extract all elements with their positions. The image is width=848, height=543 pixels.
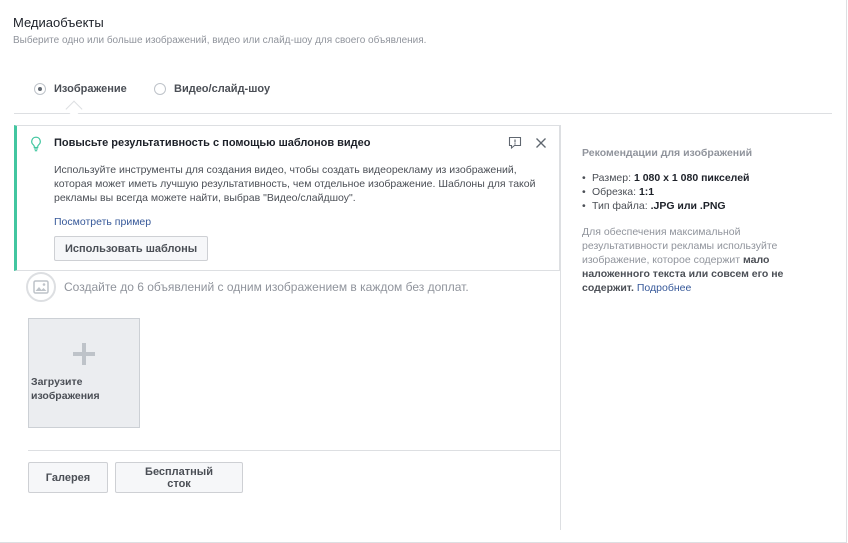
plus-icon xyxy=(71,341,97,367)
tip-actions xyxy=(507,135,549,151)
tab-video-slideshow-label: Видео/слайд-шоу xyxy=(174,83,271,95)
upload-images-tile[interactable] xyxy=(28,318,140,428)
recommendations-note xyxy=(582,225,802,295)
rec-value: 1 080 x 1 080 пикселей xyxy=(633,172,750,184)
recommendations-list xyxy=(582,171,802,213)
list-item: • Обрезка: 1:1 xyxy=(582,186,655,198)
tip-title: Повысьте результативность с помощью шаблонов видео xyxy=(54,137,371,149)
media-editor xyxy=(14,125,561,530)
note-bold-text: мало наложенного текста или совсем его не содержит. xyxy=(582,254,784,294)
close-icon[interactable] xyxy=(533,135,549,151)
gallery-button[interactable]: Галерея xyxy=(28,462,108,493)
rec-value: .JPG или .PNG xyxy=(650,200,726,212)
recommendations-panel xyxy=(582,147,802,295)
active-tab-indicator xyxy=(66,101,83,118)
note-text: Для обеспечения максимальной результативности рекламы используйте изображение, которое содержит xyxy=(582,226,778,266)
tab-video-slideshow[interactable] xyxy=(154,83,270,95)
see-example-link[interactable]: Посмотреть пример xyxy=(54,216,152,228)
use-templates-button[interactable]: Использовать шаблоны xyxy=(54,236,208,261)
section-subtitle: Выберите одно или больше изображений, видео или слайд-шоу для своего объявления. xyxy=(13,35,427,46)
divider xyxy=(28,450,560,451)
feedback-icon[interactable] xyxy=(507,135,523,151)
radio-image[interactable] xyxy=(34,83,46,95)
list-item: • Тип файла: .JPG или .PNG xyxy=(582,200,726,212)
tip-banner xyxy=(14,125,560,271)
info-row xyxy=(26,272,469,302)
info-text: Создайте до 6 объявлений с одним изображением в каждом без доплат. xyxy=(64,280,469,294)
free-stock-button[interactable]: Бесплатный сток xyxy=(115,462,243,493)
section-title: Медиаобъекты xyxy=(13,15,104,30)
media-type-tabs xyxy=(14,78,832,114)
learn-more-link[interactable]: Подробнее xyxy=(636,282,692,294)
tip-body: Используйте инструменты для создания видео, чтобы создать видеорекламу из изображений, которая может иметь лучшую результативность, чем отдельное изображение. Шаблоны для такой рекламы вы всегда можете найти, выбрав "Видео/слайдшоу". xyxy=(54,164,536,204)
image-icon xyxy=(26,272,56,302)
rec-label: Размер: xyxy=(592,172,634,184)
rec-value: 1:1 xyxy=(638,186,655,198)
radio-video-slideshow[interactable] xyxy=(154,83,166,95)
section-header xyxy=(13,15,426,46)
list-item: • Размер: 1 080 x 1 080 пикселей xyxy=(582,172,750,184)
tab-image[interactable] xyxy=(34,83,127,95)
tab-image-label: Изображение xyxy=(54,83,127,95)
recommendations-title: Рекомендации для изображений xyxy=(582,147,753,159)
rec-label: Обрезка: xyxy=(592,186,639,198)
upload-label: Загрузите изображения xyxy=(31,376,100,402)
lightbulb-icon xyxy=(29,136,43,152)
rec-label: Тип файла: xyxy=(592,200,651,212)
